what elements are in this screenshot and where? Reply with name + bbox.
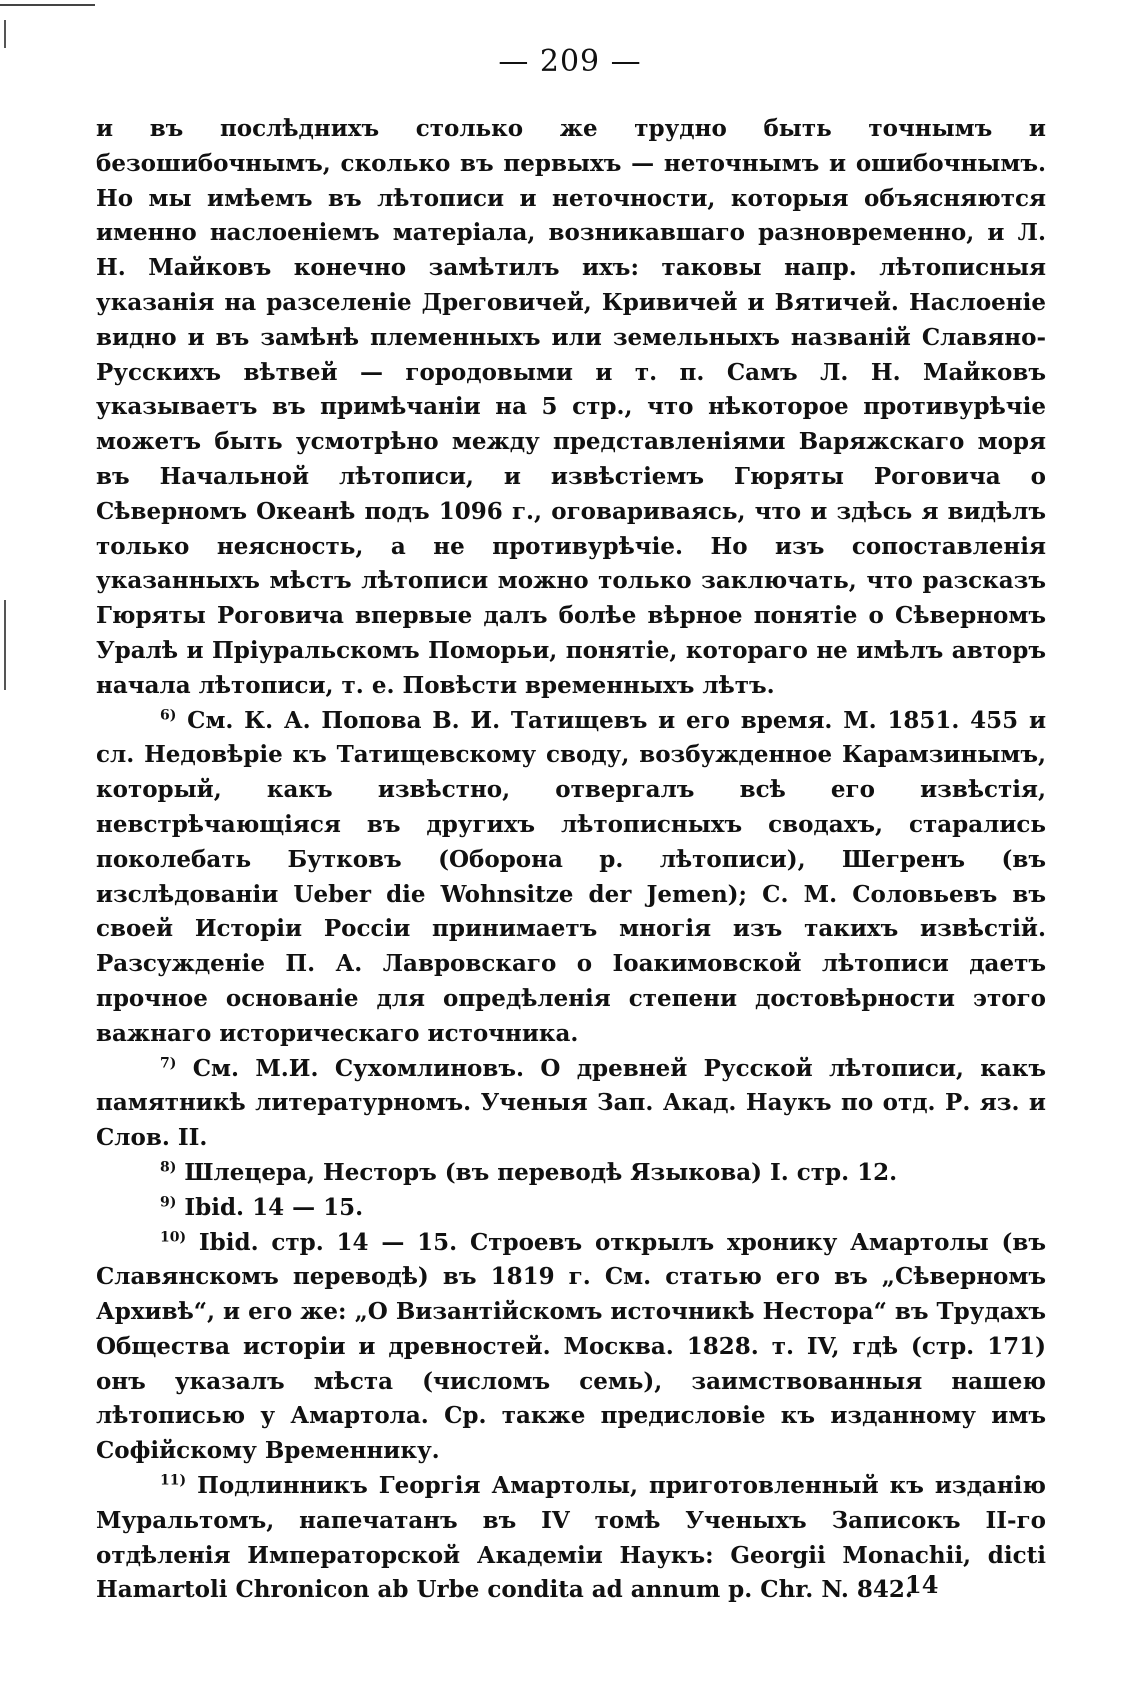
footnote-text: См. М.И. Сухомлиновъ. О древней Русской лѣтописи, какъ памятникѣ литературномъ. Ученыя Зап. Акад. Наукъ по отд. Р. яз. и Слов. II. xyxy=(96,1054,1047,1152)
footnote xyxy=(96,1226,1046,1470)
footnote-text: Ibid. стр. 14 — 15. Строевъ открылъ хронику Амартолы (въ Славянскомъ переводѣ) въ 1819 г. См. статью его въ „Сѣверномъ Архивѣ“, и его же: „О Византійскомъ источникѣ Нестора“ въ Трудахъ Общества исторіи и древностей. Москва. 1828. т. IV, гдѣ (стр. 171) онъ указалъ мѣста (числомъ семь), заимствованныя нашею лѣтописью у Амартола. Ср. также предисловіе къ изданному имъ Софійскому Временнику. xyxy=(96,1228,1047,1465)
signature-mark: 14 xyxy=(905,1570,939,1599)
footnote xyxy=(96,1469,1046,1608)
footnote-mark: 9) xyxy=(160,1194,177,1211)
footnote-mark: 11) xyxy=(160,1472,187,1489)
footnote xyxy=(96,704,1046,1052)
footnote-mark: 6) xyxy=(160,706,177,723)
footnote-text: Шлецера, Несторъ (въ переводѣ Языкова) I. стр. 12. xyxy=(184,1158,898,1186)
footnote-mark: 7) xyxy=(160,1054,177,1071)
footnote-mark: 10) xyxy=(160,1228,187,1245)
page-text xyxy=(96,112,1046,1608)
footnote-text: Ibid. 14 — 15. xyxy=(184,1193,364,1221)
scan-edge-mark xyxy=(4,600,6,690)
footnote xyxy=(96,1156,1046,1191)
footnote-text: Подлинникъ Георгія Амартолы, приготовленный къ изданію Муральтомъ, напечатанъ въ IV томѣ Ученыхъ Записокъ II-го отдѣленія Императорской Академіи Наукъ: Georgii Monachii, dicti Hamartoli Chronicon ab Urbe condita ad annum p. Chr. N. 842. xyxy=(96,1472,1046,1604)
body-paragraph: и въ послѣднихъ столько же трудно быть точнымъ и безошибочнымъ, сколько въ первыхъ — неточнымъ и ошибочнымъ. Но мы имѣемъ въ лѣтописи и неточности, которыя объясняются именно наслоеніемъ матеріала, возникавшаго разновременно, и Л. Н. Майковъ конечно замѣтилъ ихъ: таковы напр. лѣтописныя указанія на разселеніе Дреговичей, Кривичей и Вятичей. Наслоеніе видно и въ замѣнѣ племенныхъ или земельныхъ названій Славяно-Русскихъ вѣтвей — городовыми и т. п. Самъ Л. Н. Майковъ указываетъ въ примѣчаніи на 5 стр., что нѣкоторое противурѣчіе можетъ быть усмотрѣно между представленіями Варяжскаго моря въ Начальной лѣтописи, и извѣстіемъ Гюряты Роговича о Сѣверномъ Океанѣ подъ 1096 г., оговариваясь, что и здѣсь я видѣлъ только неясность, а не противурѣчіе. Но изъ сопоставленія указанныхъ мѣстъ лѣтописи можно только заключать, что разсказъ Гюряты Роговича впервые далъ болѣе вѣрное понятіе о Сѣверномъ Уралѣ и Пріуральскомъ Поморьи, понятіе, котораго не имѣлъ авторъ начала лѣтописи, т. е. Повѣсти временныхъ лѣтъ. xyxy=(96,115,1046,699)
footnote xyxy=(96,1052,1046,1156)
footnote-text: См. К. А. Попова В. И. Татищевъ и его время. М. 1851. 455 и сл. Недовѣріе къ Татищевскому своду, возбужденное Карамзинымъ, который, какъ извѣстно, отвергалъ всѣ его извѣстія, невстрѣчающіяся въ другихъ лѣтописныхъ сводахъ, старались поколебать Бутковъ (Оборона р. лѣтописи), Шегренъ (въ изслѣдованіи Ueber die Wohnsitze der Jemen); С. М. Соловьевъ въ своей Исторіи Россіи принимаетъ многія изъ такихъ извѣстій. Разсужденіе П. А. Лавровскаго о Іоакимовской лѣтописи даетъ прочное основаніе для опредѣленія степени достовѣрности этого важнаго историческаго источника. xyxy=(96,706,1046,1047)
page-number: — 209 — xyxy=(498,44,642,79)
footnote-mark: 8) xyxy=(160,1159,177,1176)
scan-edge-mark xyxy=(0,4,95,10)
footnote xyxy=(96,1191,1046,1226)
